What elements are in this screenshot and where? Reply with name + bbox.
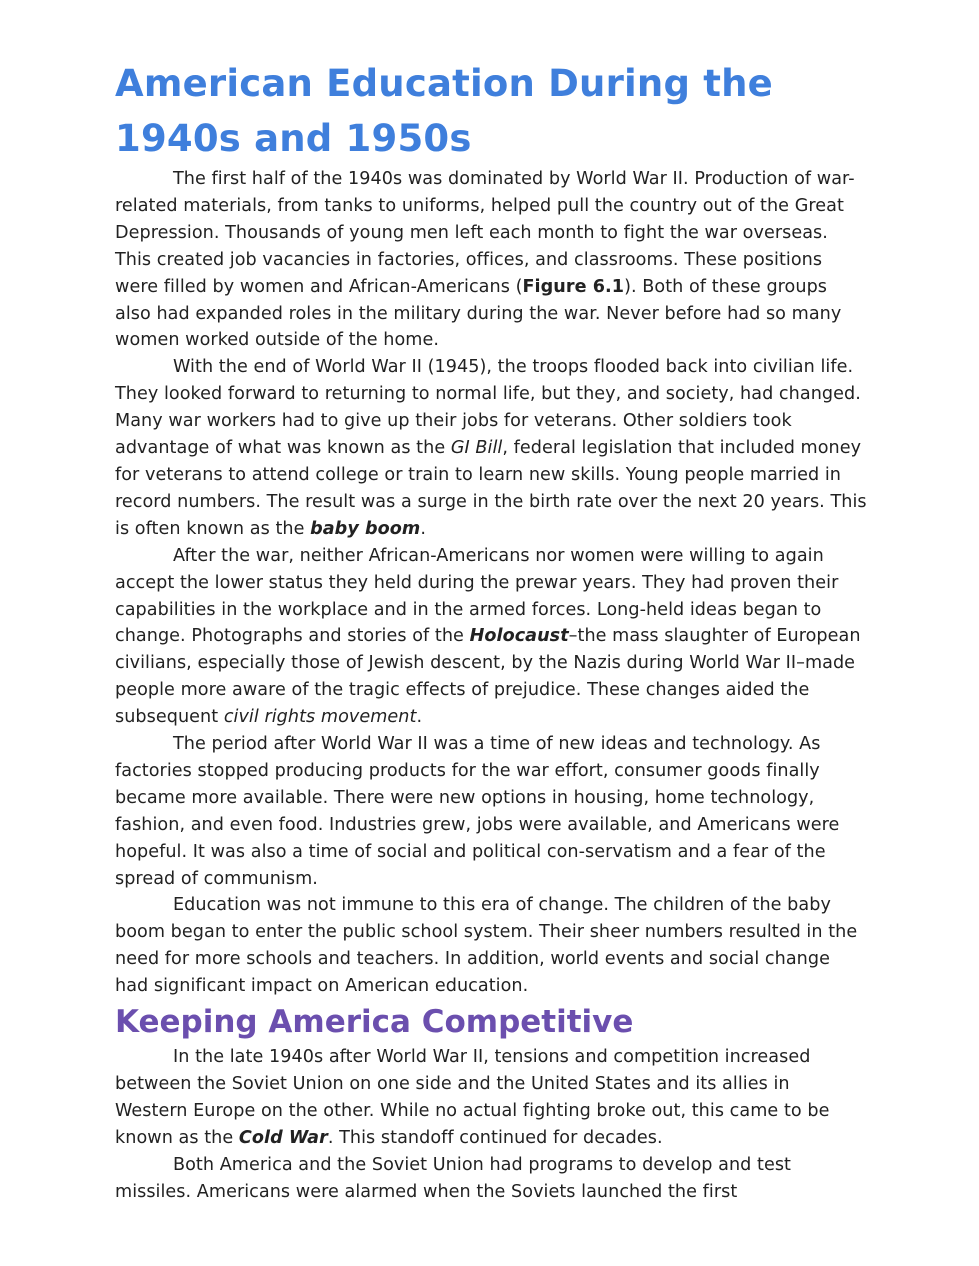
paragraph-text: , federal legislation that included money for veterans to attend college or train to learn new skills. Young people married in record numbers. The result was a surge in the birth rate over the next 20 years. This is often known as the bbox=[115, 438, 867, 539]
figure-reference: Figure 6.1 bbox=[522, 276, 625, 297]
paragraph-missiles: Both America and the Soviet Union had programs to develop and test missiles. Americans were alarmed when the Soviets launched the first bbox=[115, 1154, 791, 1202]
paragraph-text: ). Both of these groups also had expanded roles in the military during the war. Never before had so many women worked outside of the home. bbox=[115, 276, 842, 351]
paragraph-text: The first half of the 1940s was dominated by World War II. Production of war-related materials, from tanks to uniforms, helped pull the country out of the Great Depression. Thousands of young men left each month to fight the war overseas. This created job vacancies in factories, offices, and classrooms. These positions were filled by women and African-Americans ( bbox=[115, 169, 855, 297]
term-baby-boom: baby boom bbox=[310, 518, 421, 539]
paragraph-text: . This standoff continued for decades. bbox=[327, 1127, 663, 1148]
page-title-line-1: American Education During the bbox=[115, 62, 773, 105]
term-cold-war: Cold War bbox=[238, 1127, 328, 1148]
paragraph-education-change: Education was not immune to this era of change. The children of the baby boom began to enter the public school system. Their sheer numbers resulted in the need for more schools and teachers. In addition, world events and social change had significant impact on American education. bbox=[115, 895, 858, 997]
page-title-line-2: 1940s and 1950s bbox=[115, 117, 472, 160]
paragraph-changing-status bbox=[115, 543, 867, 731]
paragraph-text: With the end of World War II (1945), the troops flooded back into civilian life. They looked forward to returning to normal life, but they, and society, had changed. Many war workers had to give up their jobs for veterans. Other soldiers took advantage of what was known as the bbox=[115, 357, 861, 459]
paragraph-text: . bbox=[416, 707, 423, 728]
section-title-keeping-america-competitive: Keeping America Competitive bbox=[115, 1004, 634, 1041]
document-page bbox=[115, 56, 867, 1206]
paragraph-text: –the mass slaughter of European civilians, especially those of Jewish descent, by the Nazis during World War II–made people more aware of the tragic effects of prejudice. These changes aided the subsequent bbox=[115, 626, 861, 728]
paragraph-postwar-life bbox=[115, 354, 867, 542]
paragraph-new-ideas: The period after World War II was a time of new ideas and technology. As factories stopped producing products for the war effort, consumer goods finally became more available. There were new options in housing, home technology, fashion, and even food. Industries grew, jobs were available, and Americans were hopeful. It was also a time of social and political con-servatism and a fear of the spread of communism. bbox=[115, 734, 840, 889]
paragraph-text: . bbox=[420, 518, 426, 539]
paragraph-wartime-production bbox=[115, 166, 867, 354]
paragraph-text: After the war, neither African-Americans nor women were willing to again accept the lower status they held during the prewar years. They had proven their capabilities in the workplace and in the armed forces. Long-held ideas began to change. Photographs and stories of the bbox=[115, 545, 839, 647]
paragraph-cold-war bbox=[115, 1044, 867, 1152]
term-holocaust: Holocaust bbox=[469, 626, 569, 647]
paragraph-text: In the late 1940s after World War II, tensions and competition increased between the Soviet Union on one side and the United States and its allies in Western Europe on the other. While no actual fighting broke out, this came to be known as the bbox=[115, 1047, 830, 1148]
page-title bbox=[115, 56, 867, 166]
term-gi-bill: GI Bill bbox=[450, 438, 503, 459]
term-civil-rights-movement: civil rights movement bbox=[223, 707, 417, 728]
